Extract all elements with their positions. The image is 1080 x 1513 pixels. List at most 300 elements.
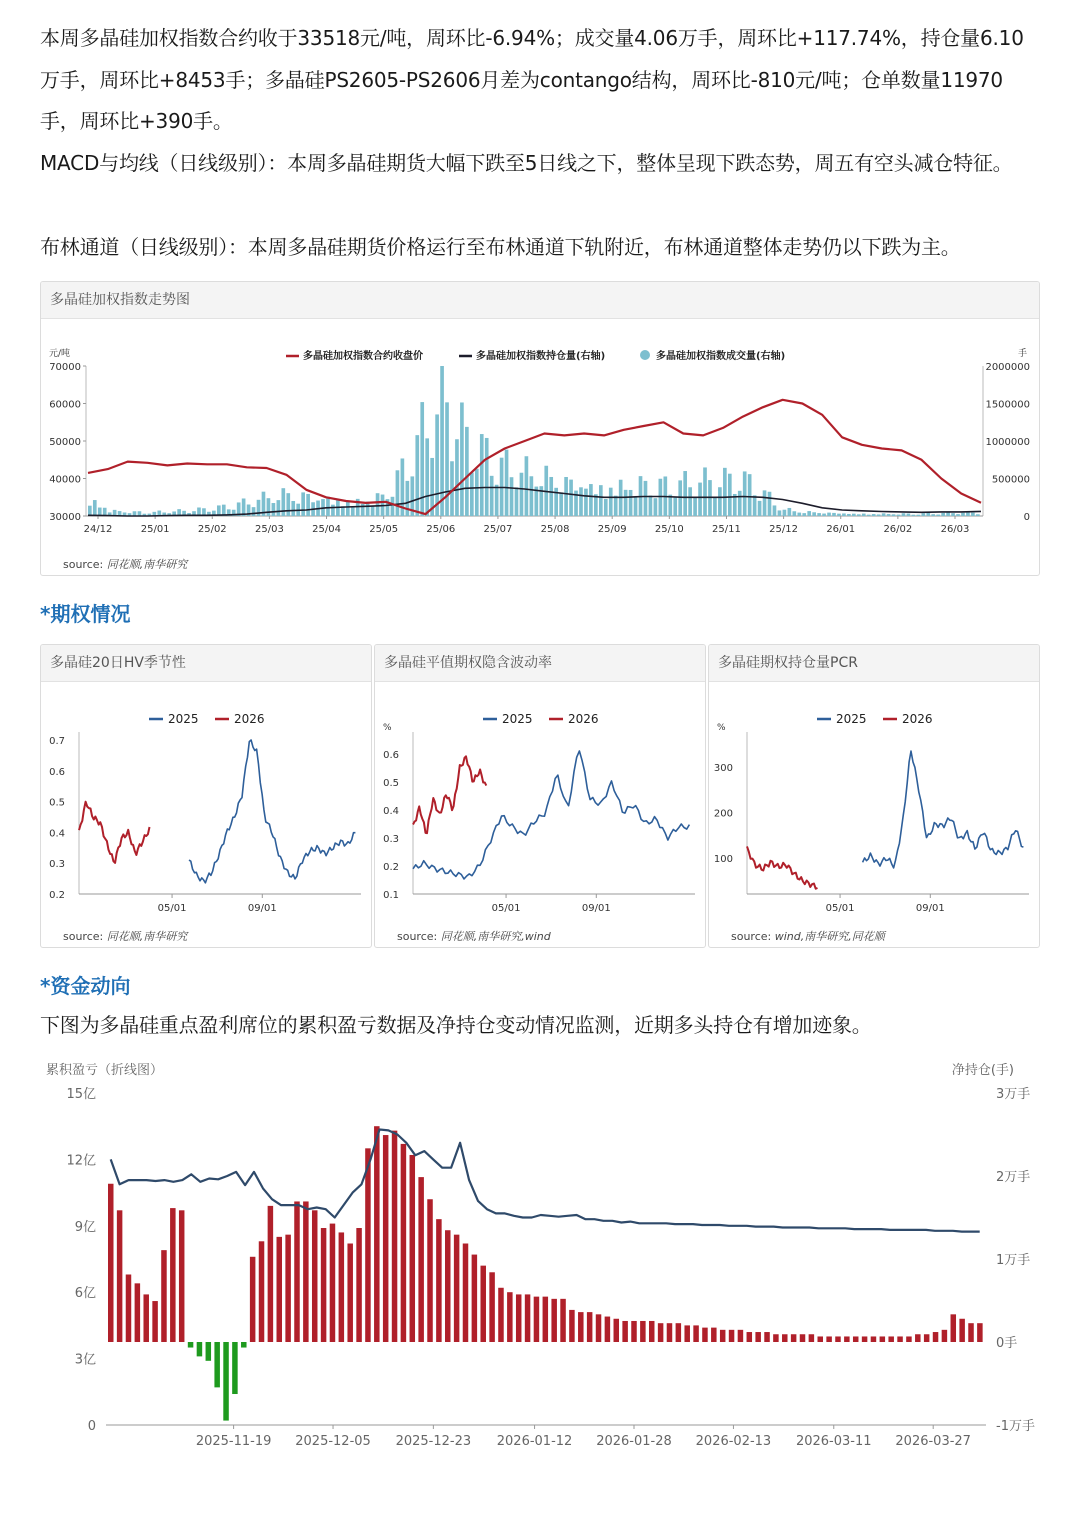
volume-bar <box>634 496 638 516</box>
pcr-chart-source: source: wind,南华研究,同花顺 <box>731 930 885 943</box>
pnl-bar <box>862 1336 867 1342</box>
pnl-bar <box>330 1224 335 1342</box>
y-tick-label: 300 <box>713 763 733 775</box>
pnl-bar <box>303 1201 308 1342</box>
pnl-bar <box>454 1235 459 1342</box>
volume-bar <box>673 498 677 516</box>
pnl-bar <box>826 1336 831 1342</box>
pnl-bar <box>259 1241 264 1342</box>
volume-bar <box>371 506 375 516</box>
y2-tick-label: -1万手 <box>996 1419 1035 1434</box>
volume-bar <box>802 513 806 516</box>
volume-bar <box>921 513 925 516</box>
pnl-bar <box>658 1323 663 1342</box>
pnl-bar <box>392 1131 397 1342</box>
volume-bar <box>659 479 663 516</box>
pnl-bar <box>888 1336 893 1342</box>
y-tick-label: 0.5 <box>49 797 65 809</box>
volume-bar <box>718 487 722 516</box>
volume-bar <box>807 511 811 516</box>
volume-bar <box>301 492 305 516</box>
pnl-bar <box>401 1144 406 1342</box>
volume-bar <box>88 506 92 516</box>
volume-bar <box>703 467 707 516</box>
pnl-bar <box>188 1342 193 1348</box>
volume-bar <box>465 427 469 516</box>
funds-heading: *资金动向 <box>40 974 131 998</box>
y2-tick-label: 1万手 <box>996 1253 1031 1268</box>
pnl-bar <box>880 1336 885 1342</box>
volume-bar <box>530 476 534 516</box>
legend-label: 多晶硅加权指数持仓量(右轴) <box>476 351 606 362</box>
volume-bar <box>470 472 474 516</box>
y2-tick-label: 1000000 <box>985 437 1030 448</box>
y-tick-label: 15亿 <box>66 1087 96 1102</box>
y2-tick-label: 2万手 <box>996 1170 1031 1185</box>
pnl-bar <box>347 1244 352 1342</box>
volume-bar <box>768 492 772 516</box>
volume-bar <box>609 488 613 516</box>
pnl-bar <box>321 1228 326 1342</box>
volume-bar <box>961 513 965 516</box>
pnl-bar <box>614 1319 619 1342</box>
series-line-2026 <box>747 846 818 888</box>
x-tick-label: 25/06 <box>426 524 456 535</box>
volume-bar <box>842 513 846 516</box>
pnl-bar <box>800 1334 805 1342</box>
pnl-bar <box>108 1184 113 1342</box>
volume-bar <box>406 481 410 516</box>
volume-bar <box>753 495 757 516</box>
series-line-2025 <box>413 751 689 879</box>
pnl-bar <box>143 1294 148 1342</box>
pnl-bar <box>126 1274 131 1342</box>
y-unit-label: % <box>383 723 392 733</box>
volume-bar <box>812 512 816 516</box>
pnl-bar <box>729 1330 734 1342</box>
summary-paragraph: 本周多晶硅加权指数合约收于33518元/吨，周环比-6.94%；成交量4.06万手，周环比+117.74%，持仓量6.10万手，周环比+8453手；多晶硅PS2605-PS2606月差为contango结构，周环比-810元/吨；仓单数量11970手，周环比+390手。 <box>40 26 1024 133</box>
pnl-bar <box>197 1342 202 1356</box>
volume-bar <box>902 513 906 516</box>
volume-bar <box>242 498 246 516</box>
volume-bar <box>778 510 782 516</box>
volume-bar <box>624 490 628 516</box>
y-tick-label: 200 <box>713 808 733 820</box>
pnl-bar <box>161 1250 166 1342</box>
x-tick-label: 2025-11-19 <box>195 1434 272 1449</box>
volume-bar <box>346 501 350 516</box>
y-tick-label: 0 <box>87 1419 96 1434</box>
y-tick-label: 100 <box>713 853 733 865</box>
y-tick-label: 9亿 <box>74 1219 96 1235</box>
iv-chart-source: source: 同花顺,南华研究,wind <box>397 930 551 943</box>
volume-bar <box>286 493 290 516</box>
pcr-chart-title: 多晶硅期权持仓量PCR <box>709 645 1039 682</box>
volume-bar <box>748 474 752 516</box>
y-tick-label: 0.3 <box>49 859 65 871</box>
x-tick-label: 25/01 <box>140 524 170 535</box>
pnl-bar <box>578 1312 583 1342</box>
volume-bar <box>505 450 509 516</box>
pnl-bar <box>977 1323 982 1342</box>
pnl-bar <box>294 1201 299 1342</box>
pnl-bar <box>924 1334 929 1342</box>
pnl-bar <box>684 1325 689 1342</box>
legend-label: 2025 <box>502 712 533 726</box>
pnl-bar <box>117 1210 122 1342</box>
volume-bar <box>445 402 449 516</box>
y-tick-label: 70000 <box>49 362 81 373</box>
legend-label: 2026 <box>902 712 933 726</box>
pnl-bar <box>339 1232 344 1342</box>
y-tick-label: 0.6 <box>383 750 399 761</box>
x-tick-label: 24/12 <box>83 524 113 535</box>
volume-bar <box>931 514 935 516</box>
volume-bar <box>425 438 429 516</box>
volume-bar <box>277 500 281 516</box>
hv-chart-title: 多晶硅20日HV季节性 <box>41 645 371 682</box>
pnl-bar <box>605 1317 610 1342</box>
legend-swatch <box>640 350 650 360</box>
x-tick-label: 25/10 <box>654 524 684 535</box>
x-tick-label: 26/03 <box>940 524 970 535</box>
volume-bar <box>678 480 682 516</box>
series-line-2026 <box>79 802 150 863</box>
y2-tick-label: 3万手 <box>996 1087 1031 1102</box>
y-tick-label: 60000 <box>49 399 81 411</box>
volume-bar <box>649 495 653 516</box>
pnl-bar <box>463 1244 468 1342</box>
pnl-bar <box>649 1321 654 1342</box>
x-tick-label: 25/02 <box>197 524 227 535</box>
pnl-bar <box>374 1126 379 1342</box>
volume-bar <box>291 501 295 516</box>
pnl-bar <box>498 1288 503 1342</box>
volume-bar <box>773 505 777 516</box>
pnl-bar <box>738 1330 743 1342</box>
volume-bar <box>852 514 856 516</box>
volume-bar <box>351 507 355 516</box>
iv-chart-panel <box>374 644 706 948</box>
pnl-bar <box>135 1283 140 1342</box>
hv-chart-panel <box>40 644 372 948</box>
volume-bar <box>936 515 940 516</box>
volume-bar <box>743 471 747 516</box>
series-line-2025 <box>863 751 1024 868</box>
pnl-bar <box>897 1336 902 1342</box>
pnl-bar <box>871 1336 876 1342</box>
pnl-bar <box>853 1336 858 1342</box>
pnl-bar <box>959 1319 964 1342</box>
pnl-bar <box>206 1342 211 1361</box>
hv-chart <box>41 682 371 912</box>
iv-chart-title: 多晶硅平值期权隐含波动率 <box>375 645 705 682</box>
pnl-bar <box>516 1294 521 1342</box>
x-tick-label: 09/01 <box>581 903 611 912</box>
y-unit-label: % <box>717 723 726 733</box>
volume-bar <box>525 456 529 516</box>
volume-bar <box>857 514 861 516</box>
index-chart <box>41 319 1039 539</box>
volume-bar <box>887 514 891 516</box>
x-tick-label: 2026-03-27 <box>895 1434 971 1449</box>
pnl-bar <box>711 1328 716 1342</box>
volume-bar <box>971 513 975 516</box>
pnl-bar <box>489 1272 494 1342</box>
y2-tick-label: 0 <box>1023 512 1030 523</box>
volume-bar <box>897 515 901 516</box>
pnl-bar <box>676 1323 681 1342</box>
options-heading: *期权情况 <box>40 602 131 626</box>
pnl-bar <box>773 1334 778 1342</box>
volume-bar <box>862 514 866 516</box>
volume-bar <box>763 490 767 516</box>
x-tick-label: 26/01 <box>826 524 856 535</box>
volume-bar <box>331 505 335 516</box>
volume-bar <box>480 434 484 516</box>
pnl-bar <box>640 1321 645 1342</box>
volume-bar <box>579 487 583 516</box>
volume-bar <box>564 477 568 516</box>
net-position-line <box>111 1130 980 1232</box>
legend-label: 2026 <box>234 712 265 726</box>
pnl-bar <box>587 1312 592 1342</box>
pnl-bar <box>968 1323 973 1342</box>
y2-tick-label: 500000 <box>991 474 1030 486</box>
y2-tick-label: 2000000 <box>985 362 1030 373</box>
volume-bar <box>758 501 762 516</box>
volume-bar <box>326 497 330 516</box>
volume-bar <box>738 491 742 516</box>
volume-bar <box>629 490 633 516</box>
volume-bar <box>455 439 459 516</box>
legend-label: 2025 <box>836 712 867 726</box>
pnl-bar <box>933 1332 938 1342</box>
x-tick-label: 05/01 <box>825 903 855 912</box>
pnl-bar <box>507 1292 512 1342</box>
volume-bar <box>267 498 271 516</box>
pnl-bar <box>214 1342 219 1387</box>
y-tick-label: 30000 <box>49 512 81 523</box>
volume-bar <box>976 514 980 516</box>
x-tick-label: 09/01 <box>247 903 277 912</box>
pnl-bar <box>312 1210 317 1342</box>
y-tick-label: 12亿 <box>66 1153 96 1169</box>
volume-bar <box>460 402 464 516</box>
volume-bar <box>376 493 380 516</box>
volume-bar <box>614 496 618 516</box>
pnl-bar <box>747 1332 752 1342</box>
x-tick-label: 05/01 <box>491 903 521 912</box>
x-tick-label: 25/07 <box>483 524 513 535</box>
y-tick-label: 6亿 <box>74 1286 96 1302</box>
iv-chart <box>375 682 705 912</box>
volume-bar <box>693 497 697 516</box>
pnl-bar <box>569 1310 574 1342</box>
pnl-bar <box>383 1135 388 1342</box>
pnl-bar <box>410 1155 415 1342</box>
volume-bar <box>93 500 97 516</box>
volume-bar <box>951 513 955 516</box>
volume-bar <box>515 487 519 516</box>
macd-paragraph: MACD与均线（日线级别）：本周多晶硅期货大幅下跌至5日线之下，整体呈现下跌态势，周五有空头减仓特征。 <box>40 151 1013 175</box>
x-tick-label: 26/02 <box>883 524 913 535</box>
funds-paragraph: 下图为多晶硅重点盈利席位的累积盈亏数据及净持仓变动情况监测，近期多头持仓有增加迹象。 <box>40 1013 872 1037</box>
x-tick-label: 2026-01-12 <box>496 1434 573 1449</box>
volume-bar <box>435 414 439 516</box>
pnl-bar <box>551 1299 556 1342</box>
pnl-bar <box>534 1297 539 1342</box>
pnl-bar <box>436 1219 441 1342</box>
pnl-bar <box>250 1257 255 1342</box>
pcr-chart <box>709 682 1039 912</box>
y-tick-label: 0.1 <box>383 890 399 901</box>
volume-bar <box>788 508 792 516</box>
hv-chart-source: source: 同花顺,南华研究 <box>63 930 188 943</box>
left-unit-label: 元/吨 <box>49 349 71 359</box>
legend-label: 2026 <box>568 712 599 726</box>
x-tick-label: 2025-12-23 <box>395 1434 472 1449</box>
pnl-bar <box>817 1336 822 1342</box>
volume-bar <box>490 476 494 516</box>
right-axis-title: 净持仓(手) <box>951 1063 1014 1078</box>
y2-tick-label: 1500000 <box>985 399 1030 411</box>
volume-bar <box>668 495 672 516</box>
x-tick-label: 25/05 <box>369 524 399 535</box>
volume-bar <box>604 499 608 516</box>
x-tick-label: 25/03 <box>254 524 284 535</box>
pnl-bar <box>285 1235 290 1342</box>
y-tick-label: 3亿 <box>74 1352 96 1368</box>
pnl-bar <box>560 1299 565 1342</box>
pnl-bar <box>170 1208 175 1342</box>
volume-bar <box>832 513 836 516</box>
volume-bar <box>589 484 593 516</box>
pnl-bar <box>951 1314 956 1342</box>
pnl-bar <box>764 1332 769 1342</box>
volume-bar <box>415 435 419 516</box>
x-tick-label: 2026-01-28 <box>596 1434 672 1449</box>
bollinger-paragraph: 布林通道（日线级别）：本周多晶硅期货价格运行至布林通道下轨附近，布林通道整体走势仍以下跌为主。 <box>40 235 961 259</box>
index-chart-title: 多晶硅加权指数走势图 <box>41 282 1039 319</box>
index-chart-panel <box>40 281 1040 576</box>
volume-bar <box>306 494 310 516</box>
volume-bar <box>872 514 876 516</box>
pnl-bar <box>631 1321 636 1342</box>
volume-bar <box>926 513 930 516</box>
pnl-bar <box>942 1330 947 1342</box>
pnl-bar <box>906 1336 911 1342</box>
pnl-bar <box>782 1334 787 1342</box>
legend-label: 2025 <box>168 712 199 726</box>
volume-bar <box>584 489 588 516</box>
pnl-bar <box>693 1325 698 1342</box>
pnl-bar <box>791 1334 796 1342</box>
volume-bar <box>396 470 400 516</box>
volume-bar <box>644 481 648 516</box>
volume-bar <box>827 513 831 516</box>
pnl-bar <box>809 1334 814 1342</box>
pnl-bar <box>844 1336 849 1342</box>
pnl-bar <box>835 1336 840 1342</box>
y-tick-label: 0.2 <box>383 862 399 873</box>
pnl-bar <box>622 1321 627 1342</box>
pcr-chart-panel <box>708 644 1040 948</box>
pnl-bar <box>720 1330 725 1342</box>
y-tick-label: 0.5 <box>383 778 399 789</box>
y-tick-label: 50000 <box>49 437 81 448</box>
x-tick-label: 09/01 <box>915 903 945 912</box>
volume-bar <box>391 497 395 516</box>
series-line-2025 <box>189 740 355 883</box>
index-chart-source: source: 同花顺,南华研究 <box>63 558 188 571</box>
volume-bar <box>956 514 960 516</box>
volume-bar <box>520 473 524 516</box>
pnl-bar <box>427 1199 432 1342</box>
volume-bar <box>867 515 871 516</box>
volume-bar <box>688 487 692 516</box>
volume-bar <box>783 510 787 516</box>
pnl-bar <box>755 1332 760 1342</box>
right-unit-label: 手 <box>1017 349 1027 359</box>
y-tick-label: 0.4 <box>383 806 399 817</box>
volume-bar <box>569 480 573 516</box>
x-tick-label: 2025-12-05 <box>295 1434 371 1449</box>
volume-bar <box>822 514 826 516</box>
y-tick-label: 0.3 <box>383 834 399 845</box>
volume-bar <box>728 474 732 516</box>
volume-bar <box>654 498 658 516</box>
y2-tick-label: 0手 <box>996 1336 1018 1351</box>
y-tick-label: 0.6 <box>49 766 65 778</box>
volume-bar <box>475 469 479 516</box>
legend-label: 多晶硅加权指数成交量(右轴) <box>656 351 786 362</box>
pnl-bar <box>525 1294 530 1342</box>
pnl-bar <box>179 1210 184 1342</box>
volume-bar <box>713 497 717 516</box>
pnl-bar <box>480 1266 485 1342</box>
left-axis-title: 累积盈亏（折线图） <box>46 1063 164 1078</box>
volume-bar <box>495 485 499 516</box>
y-tick-label: 0.7 <box>49 736 65 747</box>
volume-bar <box>797 513 801 516</box>
x-tick-label: 25/12 <box>769 524 799 535</box>
pnl-bar <box>418 1177 423 1342</box>
pnl-bar <box>445 1230 450 1342</box>
x-tick-label: 25/09 <box>597 524 627 535</box>
pnl-bar <box>543 1297 548 1342</box>
volume-bar <box>510 477 514 516</box>
volume-bar <box>559 492 563 516</box>
volume-bar <box>599 485 603 516</box>
pnl-bar <box>667 1323 672 1342</box>
y-tick-label: 0.4 <box>49 828 65 840</box>
volume-bar <box>941 513 945 516</box>
volume-bar <box>877 514 881 516</box>
funds-chart <box>0 1050 1080 1470</box>
volume-bar <box>817 513 821 516</box>
volume-bar <box>847 514 851 516</box>
pnl-bar <box>915 1334 920 1342</box>
pnl-bar <box>152 1301 157 1342</box>
pnl-bar <box>472 1255 477 1342</box>
y-tick-label: 0.2 <box>49 890 65 901</box>
x-tick-label: 2026-03-11 <box>795 1434 872 1449</box>
volume-bar <box>912 515 916 516</box>
volume-bar <box>723 468 727 516</box>
volume-bar <box>252 507 256 516</box>
pnl-bar <box>277 1237 282 1342</box>
